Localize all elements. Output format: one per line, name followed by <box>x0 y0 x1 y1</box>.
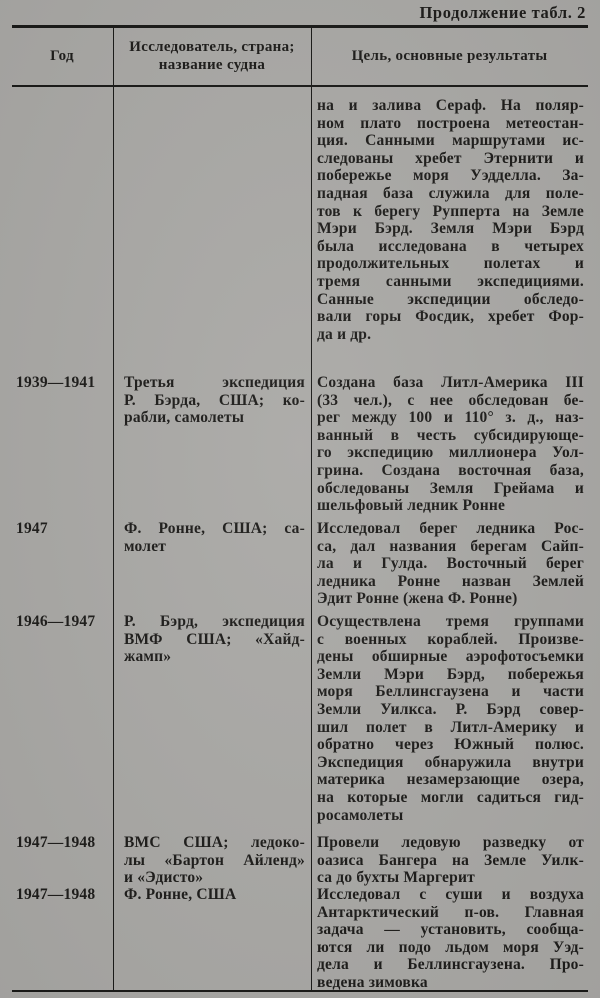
results-line: Исследовал с суши и воздуха <box>317 886 584 903</box>
results-line: оазиса Бангера на Земле Уилк- <box>317 851 584 869</box>
researcher-line: Ф. Ронне, США <box>124 886 237 903</box>
researcher-cell <box>124 520 305 555</box>
results-cell <box>317 374 584 515</box>
column-divider-researcher-results <box>311 26 313 991</box>
results-line: шил полет в Литл-Америку и <box>317 718 584 736</box>
results-line: рег между 100 и 110° з. д., наз- <box>317 409 584 427</box>
researcher-cell <box>124 613 305 666</box>
results-line: ванный в честь субсидирующе- <box>317 426 584 444</box>
results-line: следованы хребет Этернити и <box>317 149 584 167</box>
results-line: ла и Гулда. Восточный берег <box>317 555 584 573</box>
results-line: на которые могли садиться гид- <box>317 788 584 806</box>
column-header-researcher-line2: название судна <box>158 57 266 73</box>
column-header-results <box>312 28 587 84</box>
results-cell <box>317 520 584 608</box>
researcher-cell <box>124 886 305 904</box>
researcher-line: Р. Бэрда, США; ко- <box>124 391 305 409</box>
results-line: Осуществлена тремя группами <box>317 613 584 630</box>
results-line: обследованы Земля Грейама и <box>317 479 584 497</box>
results-line: Эдит Ронне (жена Ф. Ронне) <box>317 590 518 608</box>
results-cell <box>317 613 584 824</box>
results-line: ются ли подо льдом моря Уэд- <box>317 938 584 956</box>
results-line: шельфовый ледник Ронне <box>317 497 506 515</box>
researcher-line: молет <box>124 537 167 555</box>
column-header-year-label: Год <box>50 47 74 64</box>
table-continuation-caption: Продолжение табл. 2 <box>419 3 586 22</box>
column-header-researcher <box>115 28 309 84</box>
results-line: Создана база Литл-Америка III <box>317 374 584 391</box>
researcher-line: лы «Бартон Айленд» <box>124 851 305 869</box>
year-cell: 1939—1941 <box>16 374 96 391</box>
results-line: ция. Санными маршрутами ис- <box>317 132 584 150</box>
results-cell <box>317 834 584 887</box>
results-line: са до бухты Маргерит <box>317 869 475 887</box>
researcher-line: ВМФ США; «Хайд- <box>124 630 305 648</box>
results-line: обратно через Южный полюс. <box>317 736 584 754</box>
researcher-line: ВМС США; ледоко- <box>124 834 305 851</box>
results-line: дены обширные аэрофотосъемки <box>317 648 584 666</box>
researcher-line: Р. Бэрд, экспедиция <box>124 613 305 630</box>
results-cell <box>317 886 584 992</box>
researcher-line: Третья экспедиция <box>124 374 305 391</box>
column-header-results-label: Цель, основные результаты <box>351 47 548 64</box>
year-cell: 1946—1947 <box>16 613 96 630</box>
results-line: Исследовал берег ледника Рос- <box>317 520 584 537</box>
results-line: моря Беллинсгаузена и части <box>317 683 584 701</box>
results-line: Земли Мэри Бэрд, побережья <box>317 665 584 683</box>
results-line: Антарктический п-ов. Главная <box>317 903 584 921</box>
results-line: Провели ледовую разведку от <box>317 834 584 851</box>
results-line: на и залива Сераф. На поляр- <box>317 97 584 114</box>
results-line: вали горы Фосдик, хребет Фор- <box>317 308 584 326</box>
results-line: грина. Создана восточная база, <box>317 461 584 479</box>
researcher-line: жамп» <box>124 648 172 666</box>
results-line: Санные экспедиции обследо- <box>317 290 584 308</box>
researcher-line: Ф. Ронне, США; са- <box>124 520 305 537</box>
results-line: ледника Ронне назван Землей <box>317 572 584 590</box>
results-line: продолжительных полетах и <box>317 255 584 273</box>
results-line: Экспедиция обнаружила внутри <box>317 753 584 771</box>
results-line: ведена зимовка <box>317 973 428 991</box>
researcher-cell <box>124 834 305 887</box>
results-line: да и др. <box>317 325 372 343</box>
researcher-cell <box>124 374 305 427</box>
table-header-rule <box>12 85 588 87</box>
results-line: (33 чел.), с нее обследован бе- <box>317 391 584 409</box>
results-line: го экспедицию миллионера Уол- <box>317 444 584 462</box>
results-line: тов к берегу Рупперта на Земле <box>317 202 584 220</box>
results-line: Земли Уилкса. Р. Бэрд совер- <box>317 700 584 718</box>
results-line: была исследована в четырех <box>317 237 584 255</box>
results-line: тремя санными экспедициями. <box>317 272 584 290</box>
results-line: ном плато построена метеостан- <box>317 114 584 132</box>
researcher-line: и «Эдисто» <box>124 869 204 887</box>
results-line: дела и Беллинсгаузена. Про- <box>317 956 584 974</box>
results-line: са, дал названия берегам Сайп- <box>317 537 584 555</box>
results-line: задача — установить, сообща- <box>317 921 584 939</box>
researcher-line: рабли, самолеты <box>124 409 245 427</box>
results-line: Мэри Бэрд. Земля Мэри Бэрд <box>317 220 584 238</box>
results-cell <box>317 97 584 343</box>
results-line: падная база служила для поле- <box>317 184 584 202</box>
results-line: материка незамерзающие озера, <box>317 771 584 789</box>
year-cell: 1947—1948 <box>16 886 96 903</box>
year-cell: 1947 <box>16 520 48 537</box>
year-cell: 1947—1948 <box>16 834 96 851</box>
results-line: росамолеты <box>317 806 404 824</box>
results-line: побережье моря Уэдделла. За- <box>317 167 584 185</box>
column-header-researcher-line1: Исследователь, страна; <box>129 38 295 55</box>
results-line: с военных кораблей. Произве- <box>317 630 584 648</box>
column-header-year <box>12 28 112 84</box>
